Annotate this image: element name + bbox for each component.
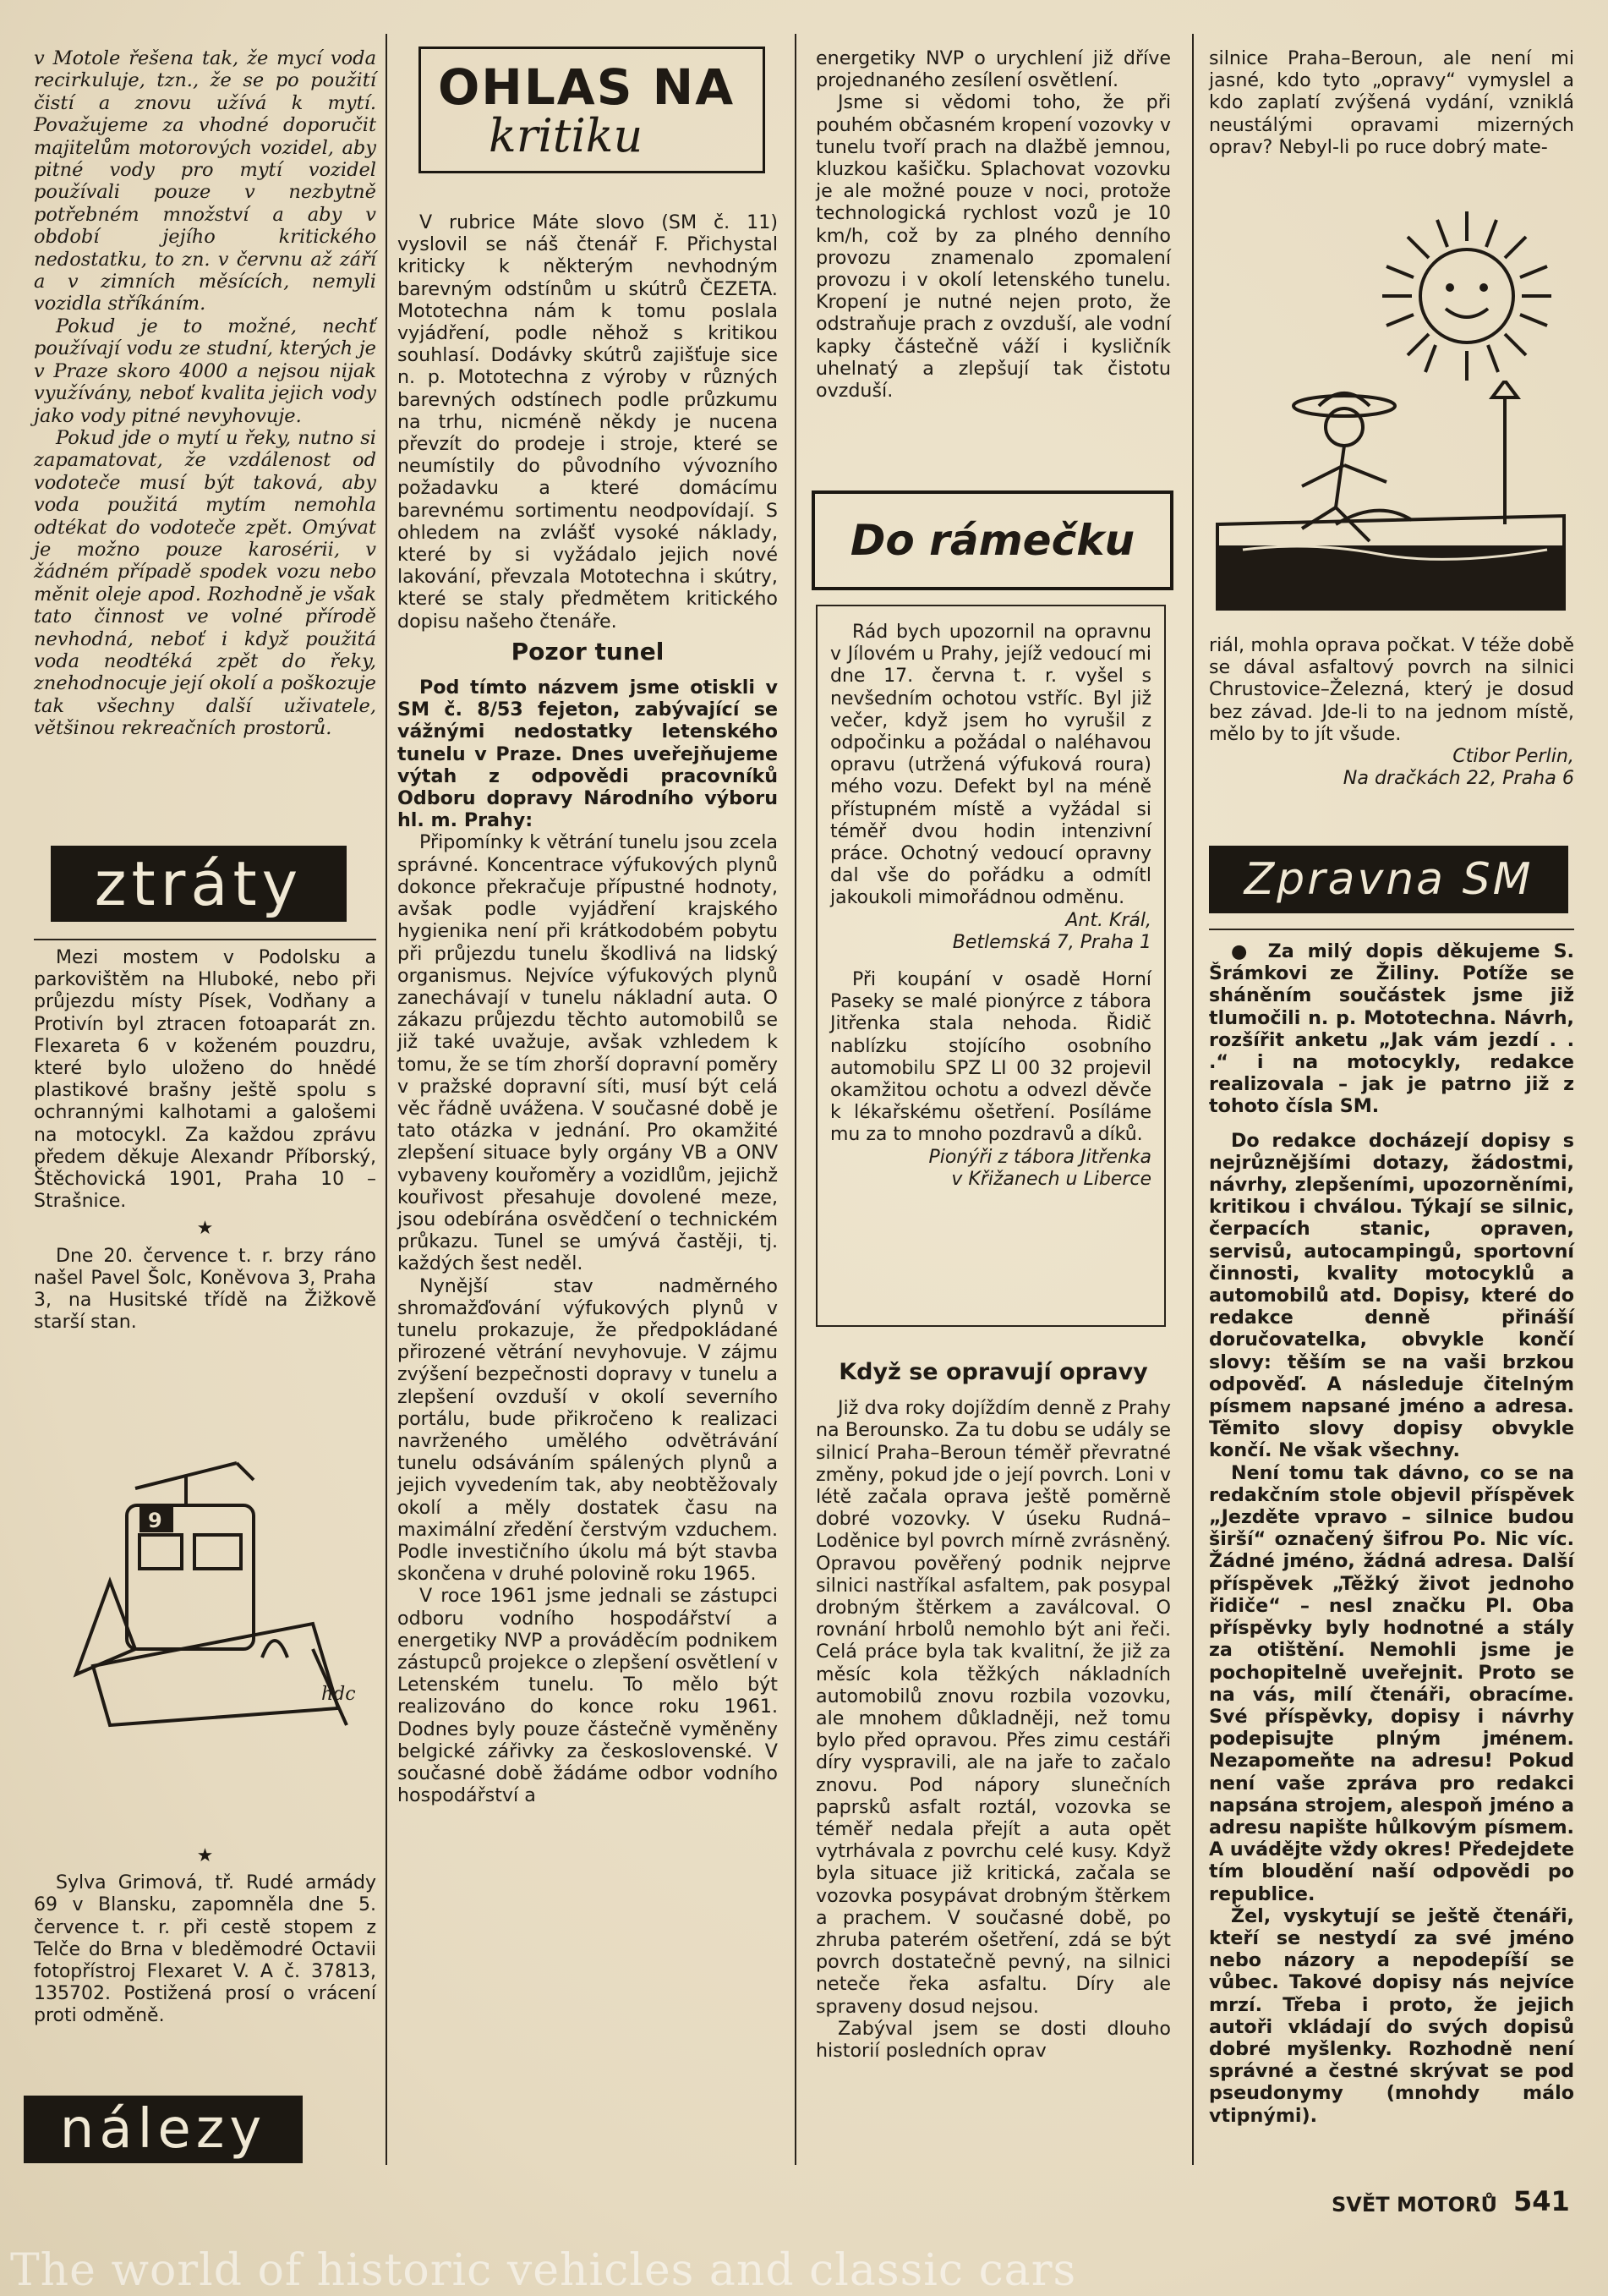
ohlas-title-line2: kritiku: [489, 108, 643, 162]
column-rule: [1192, 34, 1194, 2165]
paragraph: Není tomu tak dávno, co se na redakčním stole objevil příspěvek „Jezděte vpravo – silnice budou širší“ označený šifrou Po. Nic víc. Žádné jméno, žádná adresa. Další příspěvek „Těžký život jednoho řidiče“ – nesl značku Pl. Oba příspěvky byly hodnotné a stály za otištění. Nemohli jsme je pochopitelně uveřejnit. Proto se na vás, milí čtenáři, obracíme. Své příspěvky, dopisy i návrhy podepisujte plným jménem. Nezapomeňte na adresu! Pokud není vaše zpráva pro redakci napsána strojem, alespoň jméno a adresu napište hůlkovým písmem. A uvádějte vždy okres! Předejdete tím bloudění naší odpovědi po republice.: [1209, 1461, 1574, 1905]
star-divider: ★: [196, 1218, 214, 1240]
svg-text:9: 9: [148, 1509, 162, 1532]
paragraph: Pokud jde o mytí u řeky, nutno si zapamatovat, že vzdálenost od vodoteče musí být taková, aby voda použitá mytím nemohla odtékat do vodoteče zpět. Omývat je možno pouze karosérii, v žádném případě spodek vozu nebo měnit oleje apod. Rozhodně je však tato činnost ve volné přírodě nevhodná, neboť i když použitá voda neodtéká zpět do řeky, znehodnocuje její okolí a poškozuje tak všechny další uživatele, většinou rekreačních prostorů.: [34, 426, 376, 740]
notice: Mezi mostem v Podolsku a parkovištěm na Hluboké, nebo při průjezdu místy Písek, Vodňany a Protivín byl ztracen fotoaparát zn. Flexareta 6 v koženém pouzdru, které bylo uloženo do hnědé plastikové brašny ještě spolu s ochrannými kalhotami a galošemi na motocykl. Za každou zprávu předem děkuje Alexandr Příborský, Štěchovická 1901, Praha 10 – Strašnice.: [34, 947, 376, 1213]
notice: Dne 20. července t. r. brzy ráno našel Pavel Šolc, Koněvova 3, Praha 3, na Husitské třídě na Žižkově starší stan.: [34, 1245, 376, 1334]
section-rule: [1209, 929, 1574, 930]
paragraph: Pokud je to možné, nechť používají vodu ze studní, kterých je v Praze skoro 4000 a nejsou nijak využívány, neboť kvalita jejich vody jako vody pitné nevyhovuje.: [34, 315, 376, 427]
zpravna-header: [1209, 846, 1568, 913]
watermark: The world of historic vehicles and classic cars: [10, 2245, 1077, 2296]
zpravna-body: [1209, 940, 1574, 2127]
paragraph: Rád bych upozornil na opravnu v Jílovém u Prahy, jejíž vedoucí mi dne 17. června t. r. vyšel s nevšedním ochotou vstříc. Byl již večer, když jsem ho vyrušil z odpočinku a požádal o naléhavou opravu (utržená výfuková roura) mého vozu. Defekt byl na méně přístupném místě a vyžádal si téměř dvou hodin intenzivní práce. Ochotný vedoucí opravny dal vše do pořádku a odmítl jakoukoli mimořádnou odměnu.: [830, 622, 1151, 909]
paragraph: Při koupání v osadě Horní Paseky se malé pionýrce z tábora Jitřenka stala nehoda. Řidič nablízku stojícího osobního automobilu SPZ LI 00 32 projevil okamžitou ochotu a odvezl děvče k lékařskému ošetření. Posíláme mu za to mnoho pozdravů a díků.: [830, 969, 1151, 1146]
paragraph: Žel, vyskytují se ještě čtenáři, kteří se nestydí za své jméno nebo názory a nepodepíší se vůbec. Takové dopisy nás nejvíce mrzí. Třeba i proto, že jejich autoři vkládají do svých dopisů dobré myšlenky. Rozhodně není správné a čestné skrývat se pod pseudonymy (mnohdy málo vtipnými).: [1209, 1904, 1574, 2127]
magazine-name: SVĚT MOTORŮ: [1332, 2193, 1498, 2217]
signature: Na dračkách 22, Praha 6: [1343, 767, 1574, 790]
signature: Ctibor Perlin,: [1452, 745, 1574, 768]
ztraty-header: [51, 846, 347, 922]
star-divider: ★: [196, 1845, 214, 1866]
section-heading: Pozor tunel: [511, 637, 665, 666]
paragraph: Zabýval jsem se dosti dlouho historií posledních oprav: [816, 2017, 1171, 2063]
ohlas-header: [418, 47, 765, 173]
paragraph: riál, mohla oprava počkat. V téže době se dával asfaltový povrch na silnici Chrustovice–Železná, který je dosud bez závad. Jde-li to na jednom místě, mělo by to jít všude.: [1209, 634, 1574, 745]
paragraph: Nynější stav nadměrného shromažďování výfukových plynů v tunelu prokazuje, že předpokládané přirozené větrání nevyhovuje. V zájmu zvýšení bezpečnosti dopravy v tunelu a zlepšení ovzduší v okolí severního portálu, bude přikročeno k realizaci navrženého umělého odvětrávání tunelu odsáváním spálených plynů a jejich vyvedením tak, aby neobtěžovaly okolí a měly dostatek času na maximální zředění čerstvým vzduchem. Podle investičního úkolu má být stavba skončena v druhé polovině roku 1965.: [397, 1274, 778, 1586]
paragraph: V rubrice Máte slovo (SM č. 11) vyslovil se náš čtenář F. Přichystal kriticky k některým nevhodným barevným odstínům u skútrů ČEZETA. Mototechna nám k tomu poslala vyjádření, podle něhož s kritikou souhlasí. Dodávky skútrů zajišťuje sice n. p. Mototechna z výroby v různých barevných odstínech podle průzkumu na trhu, nicméně někdy je nucena převzít do prodeje i stroje, které se neumístily do původního vývozního požadavku a které domácímu barevnému sortimentu neodpovídají. S ohledem na zvlášť vysoké náklady, které by si vyžádalo jejich nové lakování, převzala Mototechna i skútry, které se staly předmětem kritického dopisu našeho čtenáře.: [397, 211, 778, 633]
ztraty-body: [34, 947, 376, 1334]
signature: Betlemská 7, Praha 1: [952, 931, 1151, 953]
ztraty-title: ztráty: [94, 848, 304, 919]
section-heading: Když se opravují opravy: [839, 1359, 1148, 1385]
signature: v Křižanech u Liberce: [951, 1168, 1151, 1190]
paragraph: Do redakce docházejí dopisy s nejrůznějšími dotazy, žádostmi, návrhy, zlepšeními, upozorněními, kritikou i chválou. Týkají se silnic, čerpacích stanic, opraven, servisů, autocampingů, sportovní činnosti, kvality motocyklů a automobilů atd. Dopisy, které do redakce denně přináší doručovatelka, obvykle končí slovy: těším se na vaši brzkou odpověď. A následuje čitelným písmem napsané jméno a adresa. Těmito slovy dopisy obvykle končí. Ne však všechny.: [1209, 1129, 1574, 1462]
column-1: [34, 47, 376, 740]
column-4b: [1209, 634, 1574, 789]
paragraph: Jsme si vědomi toho, že při pouhém občasném kropení vozovky v tunelu tvoří prach na dlažbě jemnou, kluzkou kašičku. Splachovat vozovku je ale možné pouze v noci, protože technologická rychlost vozů je 10 km/h, což by za plného denního provozu znamenalo zpomalení provozu i v okolí letenského tunelu. Kropení je nutné nejen proto, že odstraňuje prach z ovzduší, ale vodní kapky částečně váží i kysličník uhelnatý a zlepšují tak čistotu ovzduší.: [816, 91, 1171, 403]
section-rule: [34, 939, 376, 940]
ztraty-body-2: [34, 1840, 376, 2028]
ramecek-body: [830, 622, 1151, 1191]
nalezy-header: [24, 2096, 303, 2163]
ramecek-header: [812, 490, 1173, 590]
column-3b: [816, 1353, 1171, 2062]
paragraph: v Motole řešena tak, že mycí voda recirkuluje, tzn., že se po použití čistí a znovu užívá k mytí. Považujeme za vhodné doporučit majitelům motorových vozidel, aby pitné vody pro mytí vozidel používali pouze v nezbytně potřebném množství a aby v období jejího kritického nedostatku, to zn. v červnu až září a v zimních měsících, nemyli vozidla stříkáním.: [34, 47, 376, 315]
notice: Sylva Grimová, tř. Rudé armády 69 v Blansku, zapomněla dne 5. července t. r. při cestě stopem z Telče do Brna v bleděmodré Octavii fotopřístroj Flexaret V. A č. 37813, 135702. Postižená prosí o vrácení proti odměně.: [34, 1872, 376, 2027]
signature: Pionýři z tábora Jitřenka: [928, 1146, 1151, 1168]
zpravna-title: Zpravna SM: [1244, 854, 1534, 905]
nalezy-title: nálezy: [59, 2098, 267, 2161]
column-rule: [795, 34, 796, 2165]
tram-cartoon: [59, 1455, 364, 1734]
paragraph: V roce 1961 jsme jednali se zástupci odboru vodního hospodářství a energetiky NVP a prováděcím podnikem zástupců projekce o zlepšení osvětlení v Letenském tunelu. To mělo být realizováno do konce roku 1961. Dodnes byly pouze částečně vyměněny belgické zářivky za československé. V současné době žádáme odbor vodního hospodářství a: [397, 1585, 778, 1807]
paragraph: ● Za milý dopis děkujeme S. Šrámkovi ze Žiliny. Potíže se sháněním součástek jsme již tlumočili n. p. Mototechna. Návrh, rozšířit anketu „Jak vám jezdí . . .“ i na motocykly, redakce realizovala – jak je patrno již z tohoto čísla SM.: [1209, 940, 1574, 1118]
sun-cartoon: [1370, 203, 1564, 389]
paragraph: energetiky NVP o urychlení již dříve projednaného zesílení osvětlení.: [816, 47, 1171, 92]
svg-text:hdc: hdc: [321, 1684, 356, 1705]
column-3: [816, 47, 1171, 402]
column-rule: [386, 34, 387, 2165]
road-worker-cartoon: [1209, 381, 1572, 617]
page-number: 541: [1513, 2185, 1570, 2217]
ramecek-title: Do rámečku: [850, 516, 1135, 565]
ohlas-title-line1: OHLAS NA: [438, 58, 736, 116]
paragraph: Již dva roky dojíždím denně z Prahy na Berounsko. Za tu dobu se udály se silnicí Praha–Beroun téměř převratné změny, pokud jde o její povrch. Loni v létě začala oprava ještě poměrně dobré vozovky. V úseku Rudná–Loděnice byl povrch mírně zvrásněný. Opravou pověřený podnik nejprve silnici nastříkal asfaltem, pak posypal drobným štěrkem a zaválcoval. O rovnání hrbolů nemohlo být ani řeči. Celá práce byla tak kvalitní, že již za měsíc kola těžkých nákladních automobilů znovu rozbila vozovku, ale mnohem důkladněji, než tomu bylo před opravou. Přes zimu cestáři díry vyspravili, ale na jaře to začalo znovu. Pod nápory slunečních paprsků asfalt roztál, vozovka se téměř nedala přejít a auta opět vytrhávala z povrchu celé kusy. Když byla situace již kritická, začala se vozovka posypávat drobným štěrkem a prachem. V současné době, po zhruba paterém ošetření, zdá se být povrch dostatečně pevný, na silnici neteče řeka asfaltu. Díry ale spraveny dosud nejsou.: [816, 1397, 1171, 2018]
column-2: [397, 211, 778, 1806]
column-4: [1209, 47, 1574, 158]
lead-paragraph: Pod tímto názvem jsme otiskli v SM č. 8/53 fejeton, zabývající se vážnými nedostatky letenského tunelu v Praze. Dnes uveřejňujeme výtah z odpovědi pracovníků Odboru dopravy Národního výboru hl. m. Prahy:: [397, 677, 778, 832]
signature: Ant. Král,: [1065, 909, 1151, 931]
paragraph: silnice Praha–Beroun, ale není mi jasné, kdo tyto „opravy“ vymyslel a kdo zaplatí zvýšená vydání, vzniklá neustálými opravami mizerných oprav? Nebyl-li po ruce dobrý mate-: [1209, 47, 1574, 158]
paragraph: Připomínky k větrání tunelu jsou zcela správné. Koncentrace výfukových plynů dokonce překračuje přípustné hodnoty, avšak podle vyjádření krajského hygienika není při krátkodobém pobytu při průjezdu tunelu škodlivá na lidský organismus. Nejvíce výfukových plynů zanechávají v tunelu nákladní auta. O zákazu průjezdu těchto automobilů se již také uvažuje, avšak vzhledem k tomu, že se tím zhorší dopravní poměry v pražské dopravní síti, musí být celá věc řádně uvážena. V současné době je tato otázka v jednání. Pro okamžité zlepšení situace byly orgány VB a ONV vybaveny kouřoměry a vozidlům, jejichž kouřivost přesahuje dovolené meze, jsou odebírána osvědčení o technickém průkazu. Tunel se umývá častěji, tj. každých šest neděl.: [397, 831, 778, 1275]
